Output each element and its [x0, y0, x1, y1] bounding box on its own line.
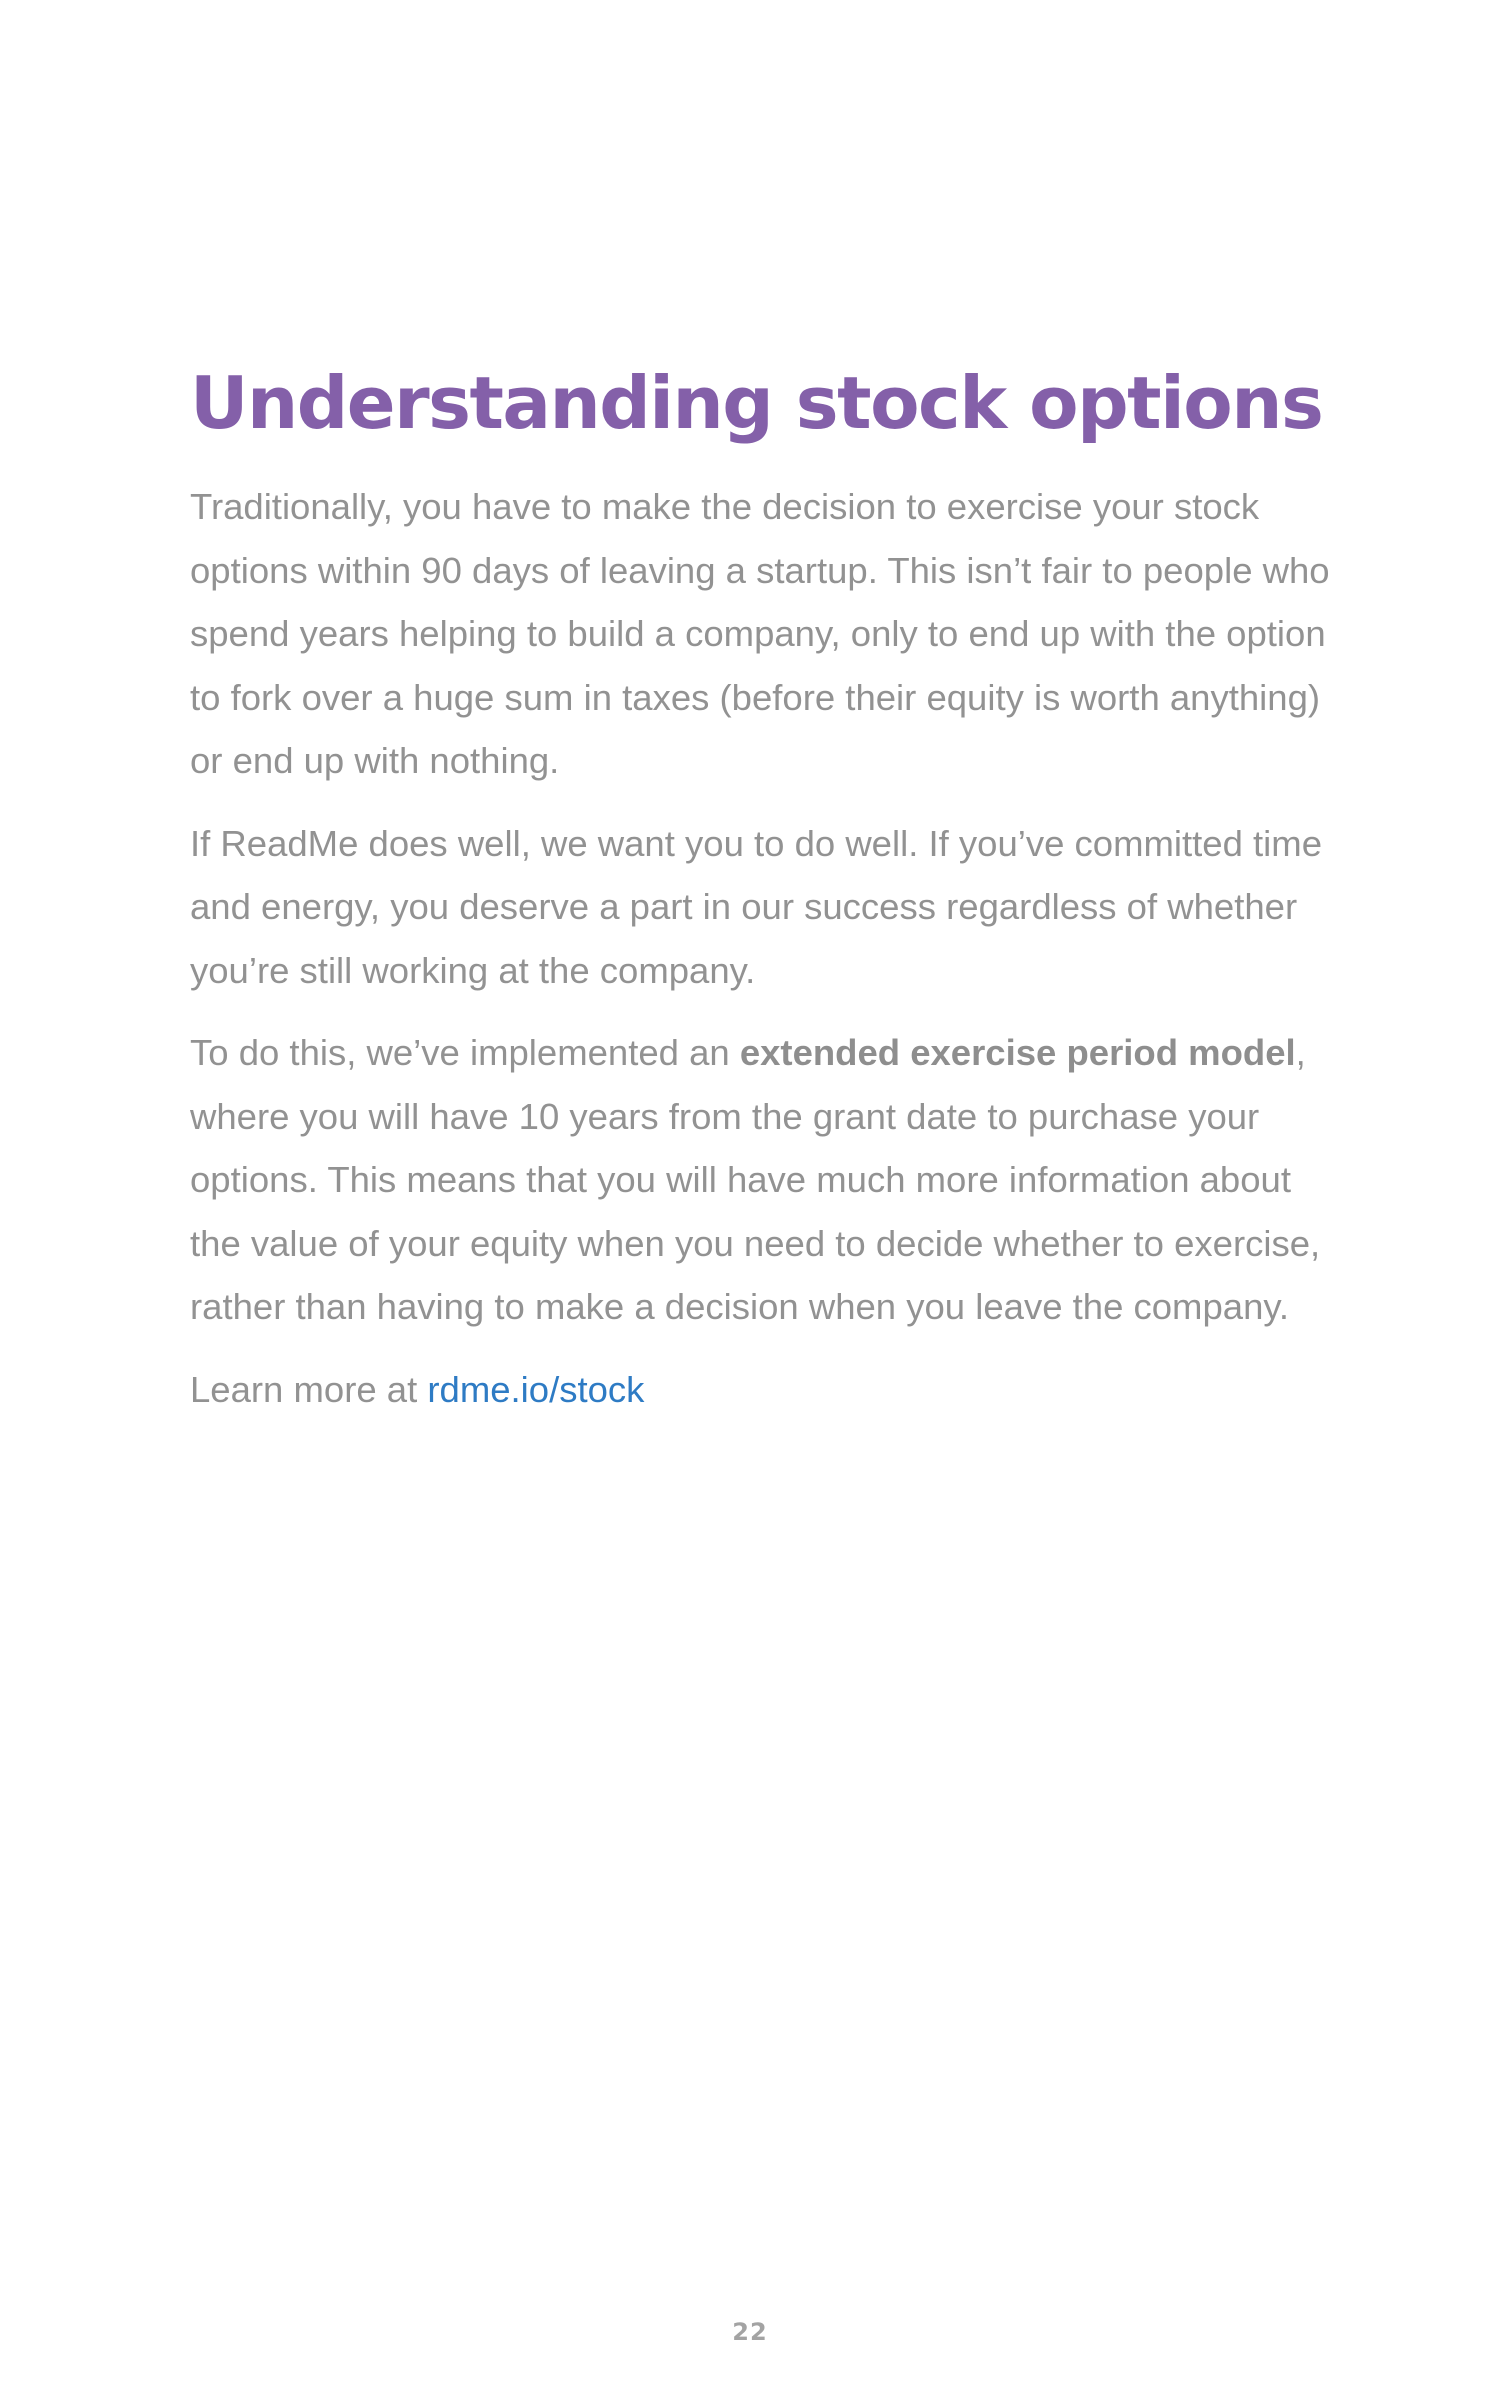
paragraph-readme-success: If ReadMe does well, we want you to do well. If you’ve committed time and energy, you deserve a part in our success regardless of whether you’re still working at the company.	[190, 822, 1322, 991]
paragraph-text-before: To do this, we’ve implemented an	[190, 1032, 740, 1073]
paragraph-learn-more	[190, 1358, 1350, 1422]
page-title: Understanding stock options	[190, 361, 1323, 445]
paragraph-extended-exercise	[190, 1021, 1350, 1339]
stock-info-link[interactable]: rdme.io/stock	[427, 1368, 645, 1410]
page-number: 22	[732, 2318, 768, 2346]
paragraph-text-after: , where you will have 10 years from the grant date to purchase your options. This means that you will have much more information about the value of your equity when you need to decide whether to exercise, rather than having to make a decision when you leave the company.	[190, 1032, 1321, 1327]
learn-more-label: Learn more at	[190, 1368, 428, 1410]
paragraph-exercise-window: Traditionally, you have to make the decision to exercise your stock options within 90 days of leaving a startup. This isn’t fair to people who spend years helping to build a company, only to end up with the option to fork over a huge sum in taxes (before their equity is worth anything) or end up with nothing.	[190, 486, 1330, 781]
document-page	[190, 355, 1350, 1421]
emphasis-extended-exercise-model: extended exercise period model	[739, 1032, 1296, 1073]
